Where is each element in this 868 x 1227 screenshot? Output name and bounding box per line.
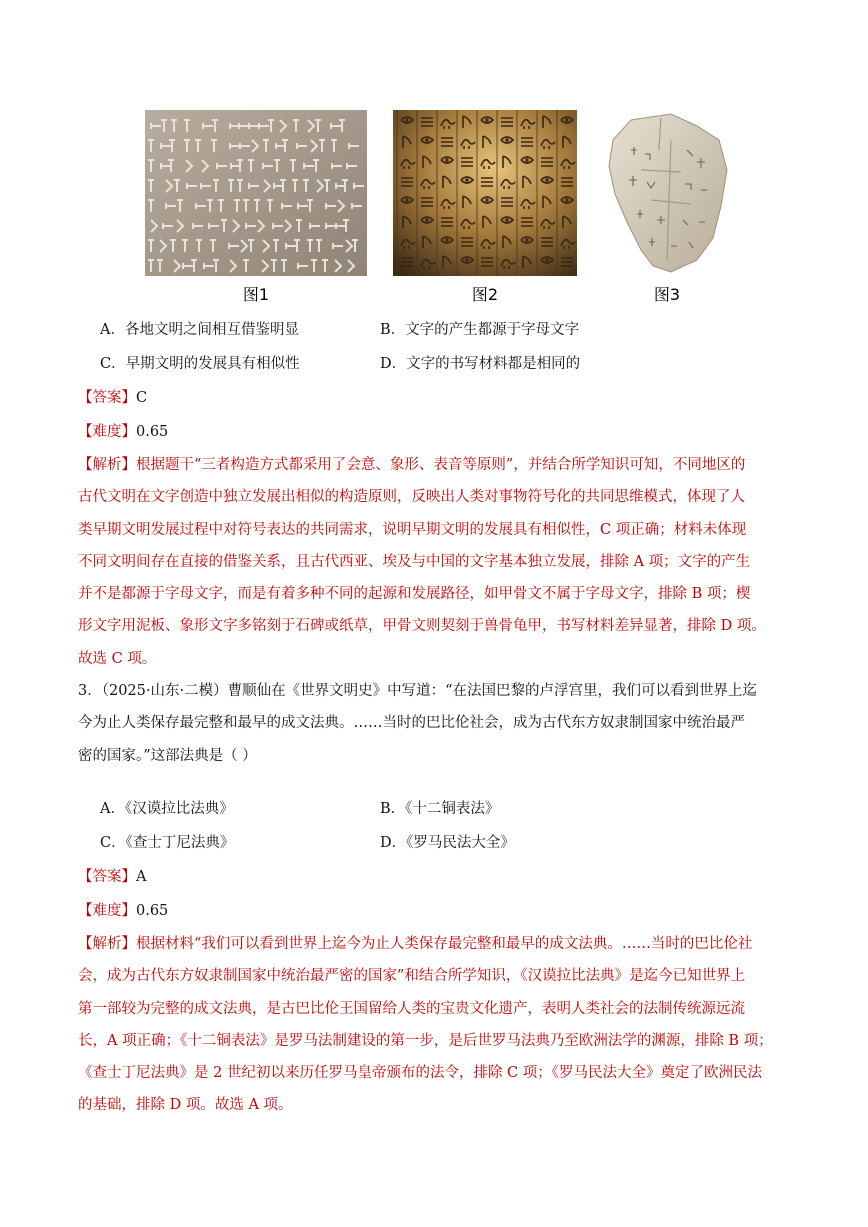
q3-answer-value: A — [136, 869, 147, 885]
figure-2-caption: 图2 — [471, 285, 499, 304]
figure-3-caption: 图3 — [653, 285, 681, 304]
q2-analysis-line: 根据题干“三者构造方式都采用了会意、象形、表音等原则”，并结合所学知识可知，不同地区的 — [136, 457, 746, 473]
figure-2 — [393, 110, 577, 304]
q3-analysis-line: 会，成为古代东方奴隶制国家中统治最严密的国家”和结合所学知识，《汉谟拉比法典》是迄今已知世界上 — [78, 968, 746, 985]
figure-1 — [145, 110, 367, 304]
q3-answer — [78, 865, 146, 886]
q2-analysis-line: 类早期文明发展过程中对符号表达的共同需求，说明早期文明的发展具有相似性，C 项正确；材料未体现 — [78, 521, 747, 538]
oracle-bone-image — [601, 110, 733, 276]
q3-difficulty-label: 【难度】 — [78, 903, 136, 919]
q2-difficulty-value: 0.65 — [136, 424, 169, 440]
figure-1-caption: 图1 — [242, 285, 270, 304]
q3-analysis-label: 【解析】 — [78, 936, 136, 952]
q3-option-d: D．《罗马民法大全》 — [380, 835, 515, 851]
q3-analysis-line: 《查士丁尼法典》是 2 世纪初以来历任罗马皇帝颁布的法令，排除 C 项；《罗马民法大全》奠定了欧洲民法 — [78, 1065, 763, 1082]
q2-analysis-line: 故选 C 项。 — [78, 650, 157, 667]
q2-answer-value: C — [136, 390, 148, 406]
q2-analysis-line: 不同文明间存在直接的借鉴关系，且古代西亚、埃及与中国的文字基本独立发展，排除 A 项；文字的产生 — [78, 553, 751, 570]
q3-difficulty — [78, 899, 168, 920]
q2-analysis-line: 形文字用泥板、象形文字多铭刻于石碑或纸草，甲骨文则契刻于兽骨龟甲，书写材料差异显著，排除 D 项。 — [78, 618, 766, 635]
q2-analysis-line: 并不是都源于字母文字，而是有着多种不同的起源和发展路径，如甲骨文不属于字母文字，排除 B 项；楔 — [78, 586, 751, 603]
hieroglyph-wall-image — [393, 110, 577, 276]
q2-analysis-line: 古代文明在文字创造中独立发展出相似的构造原则，反映出人类对事物符号化的共同思维模式，体现了人 — [78, 489, 745, 506]
q2-option-d: D．文字的书写材料都是相同的 — [380, 356, 581, 372]
q3-stem-line: 今为止人类保存最完整和最早的成文法典。……当时的巴比伦社会，成为古代东方奴隶制国家中统治最严 — [78, 715, 745, 732]
figure-3 — [601, 110, 733, 304]
q3-option-b: B．《十二铜表法》 — [380, 801, 500, 817]
q3-option-c: C．《查士丁尼法典》 — [100, 835, 235, 851]
q2-option-c: C．早期文明的发展具有相似性 — [100, 356, 300, 372]
q3-stem-line: 密的国家。”这部法典是（ ） — [78, 747, 257, 764]
q3-analysis-line: 长，A 项正确；《十二铜表法》是罗马法制建设的第一步，是后世罗马法典乃至欧洲法学的渊源，排除 B 项； — [78, 1032, 773, 1049]
q2-difficulty — [78, 420, 168, 441]
figures-row — [0, 110, 868, 310]
q3-analysis-line: 的基础，排除 D 项。故选 A 项。 — [78, 1097, 293, 1114]
q3-analysis-line: 第一部较为完整的成文法典，是古巴比伦王国留给人类的宝贵文化遗产，表明人类社会的法制传统源远流 — [78, 1000, 745, 1017]
q3-option-a: A．《汉谟拉比法典》 — [100, 801, 234, 817]
q2-answer-label: 【答案】 — [78, 390, 136, 406]
q2-option-a: A．各地文明之间相互借鉴明显 — [100, 322, 299, 338]
q2-analysis — [78, 449, 808, 675]
q3-analysis-line: 根据材料“我们可以看到世界上迄今为止人类保存最完整和最早的成文法典。……当时的巴比伦社 — [136, 936, 753, 952]
q2-difficulty-label: 【难度】 — [78, 424, 136, 440]
cuneiform-tablet-image — [145, 110, 367, 276]
q3-stem — [78, 675, 808, 772]
q3-stem-line: 3．（2025·山东·二模）曹顺仙在《世界文明史》中写道：“在法国巴黎的卢浮宫里，我们可以看到世界上迄 — [78, 683, 758, 699]
q2-option-b: B．文字的产生都源于字母文字 — [380, 322, 580, 338]
q3-answer-label: 【答案】 — [78, 869, 136, 885]
q3-difficulty-value: 0.65 — [136, 903, 169, 919]
q3-analysis — [78, 928, 808, 1122]
q2-answer — [78, 386, 147, 407]
q2-analysis-label: 【解析】 — [78, 457, 136, 473]
